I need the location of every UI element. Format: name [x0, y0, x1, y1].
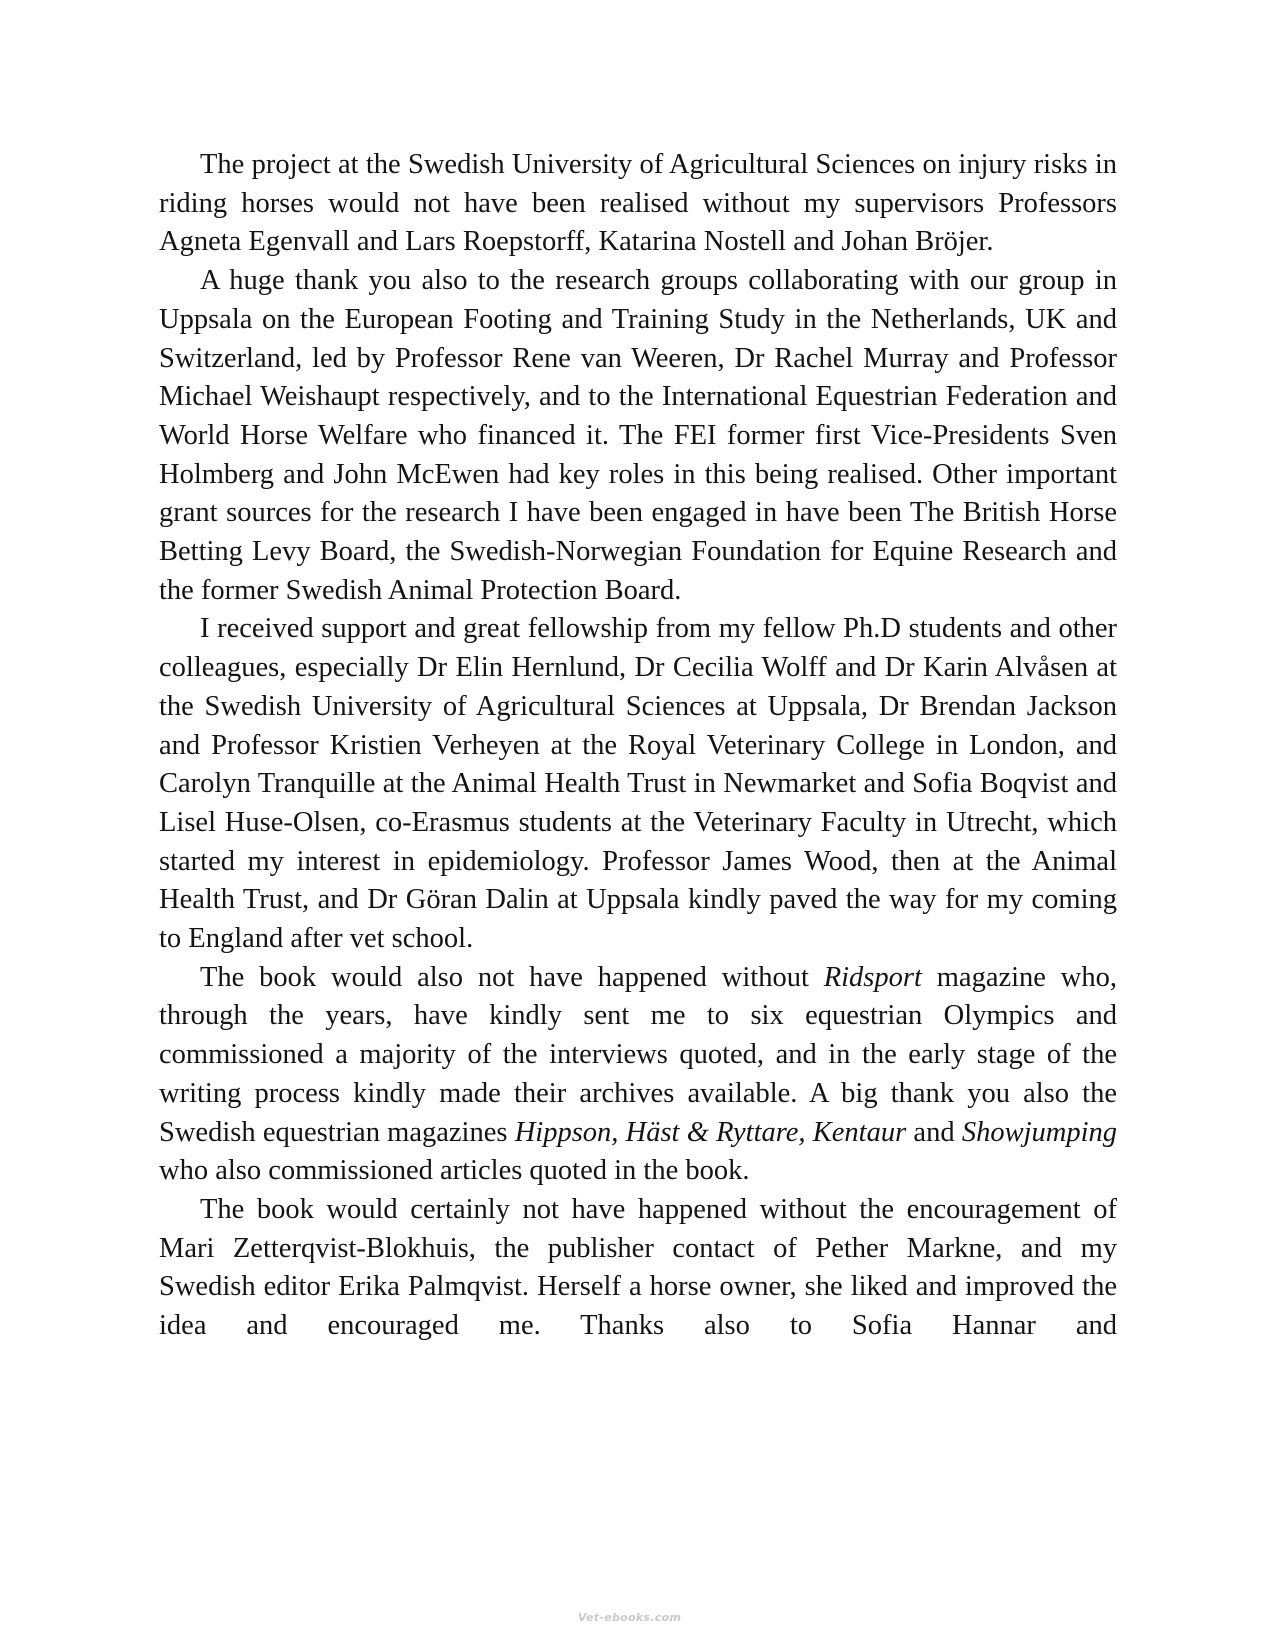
paragraph-4-text-c: and — [906, 1116, 962, 1148]
watermark-text: Vet-ebooks.com — [578, 1611, 682, 1624]
paragraph-4-text-b: magazine who, through the years, have kindly sent me to six equestrian Olympics and commissioned a majority of the interviews quoted, and in the early stage of the writing process kindly made their archives available. A big thank you also the Swedish equestrian magazines — [159, 961, 1117, 1148]
paragraph-4-text-a: The book would also not have happened without — [200, 961, 824, 993]
body-text — [159, 146, 1117, 1346]
paragraph-2-text: A huge thank you also to the research groups collaborating with our group in Uppsala on the European Footing and Training Study in the Netherlands, UK and Switzerland, led by Professor Rene van Weeren, Dr Rachel Murray and Professor Michael Weishaupt respectively, and to the International Equestrian Federation and World Horse Welfare who financed it. The FEI former first Vice-Presidents Sven Holmberg and John McEwen had key roles in this being realised. Other important grant sources for the research I have been engaged in have been The British Horse Betting Levy Board, the Swedish-Norwegian Foundation for Equine Research and the former Swedish Animal Protection Board. — [159, 265, 1117, 606]
paragraph-4-text-d: who also commissioned articles quoted in the book. — [159, 1155, 750, 1187]
paragraph-5 — [159, 1191, 1117, 1346]
watermark-logo — [578, 1611, 698, 1631]
paragraph-4 — [159, 959, 1117, 1191]
paragraph-1 — [159, 146, 1117, 262]
magazine-title-ridsport: Ridsport — [823, 961, 922, 993]
paragraph-5-text: The book would certainly not have happened without the encouragement of Mari Zetterqvist-Blokhuis, the publisher contact of Pether Markne, and my Swedish editor Erika Palmqvist. Herself a horse owner, she liked and improved the idea and encouraged me. Thanks also to Sofia Hannar and — [159, 1193, 1117, 1342]
magazine-titles-list: Hippson, Häst & Ryttare, Kentaur — [514, 1116, 907, 1148]
paragraph-3-text: I received support and great fellowship from my fellow Ph.D students and other colleagues, especially Dr Elin Hernlund, Dr Cecilia Wolff and Dr Karin Alvåsen at the Swedish University of Agricultural Sciences at Uppsala, Dr Brendan Jackson and Professor Kristien Verheyen at the Royal Veterinary College in London, and Carolyn Tranquille at the Animal Health Trust in Newmarket and Sofia Boqvist and Lisel Huse-Olsen, co-Erasmus students at the Veterinary Faculty in Utrecht, which started my interest in epidemiology. Professor James Wood, then at the Animal Health Trust, and Dr Göran Dalin at Uppsala kindly paved the way for my coming to England after vet school. — [159, 613, 1117, 955]
paragraph-1-text: The project at the Swedish University of Agricultural Sciences on injury risks in riding horses would not have been realised without my supervisors Professors Agneta Egenvall and Lars Roepstorff, Katarina Nostell and Johan Bröjer. — [159, 149, 1117, 258]
paragraph-3 — [159, 610, 1117, 958]
paragraph-2 — [159, 262, 1117, 610]
magazine-title-showjumping: Showjumping — [961, 1116, 1118, 1148]
